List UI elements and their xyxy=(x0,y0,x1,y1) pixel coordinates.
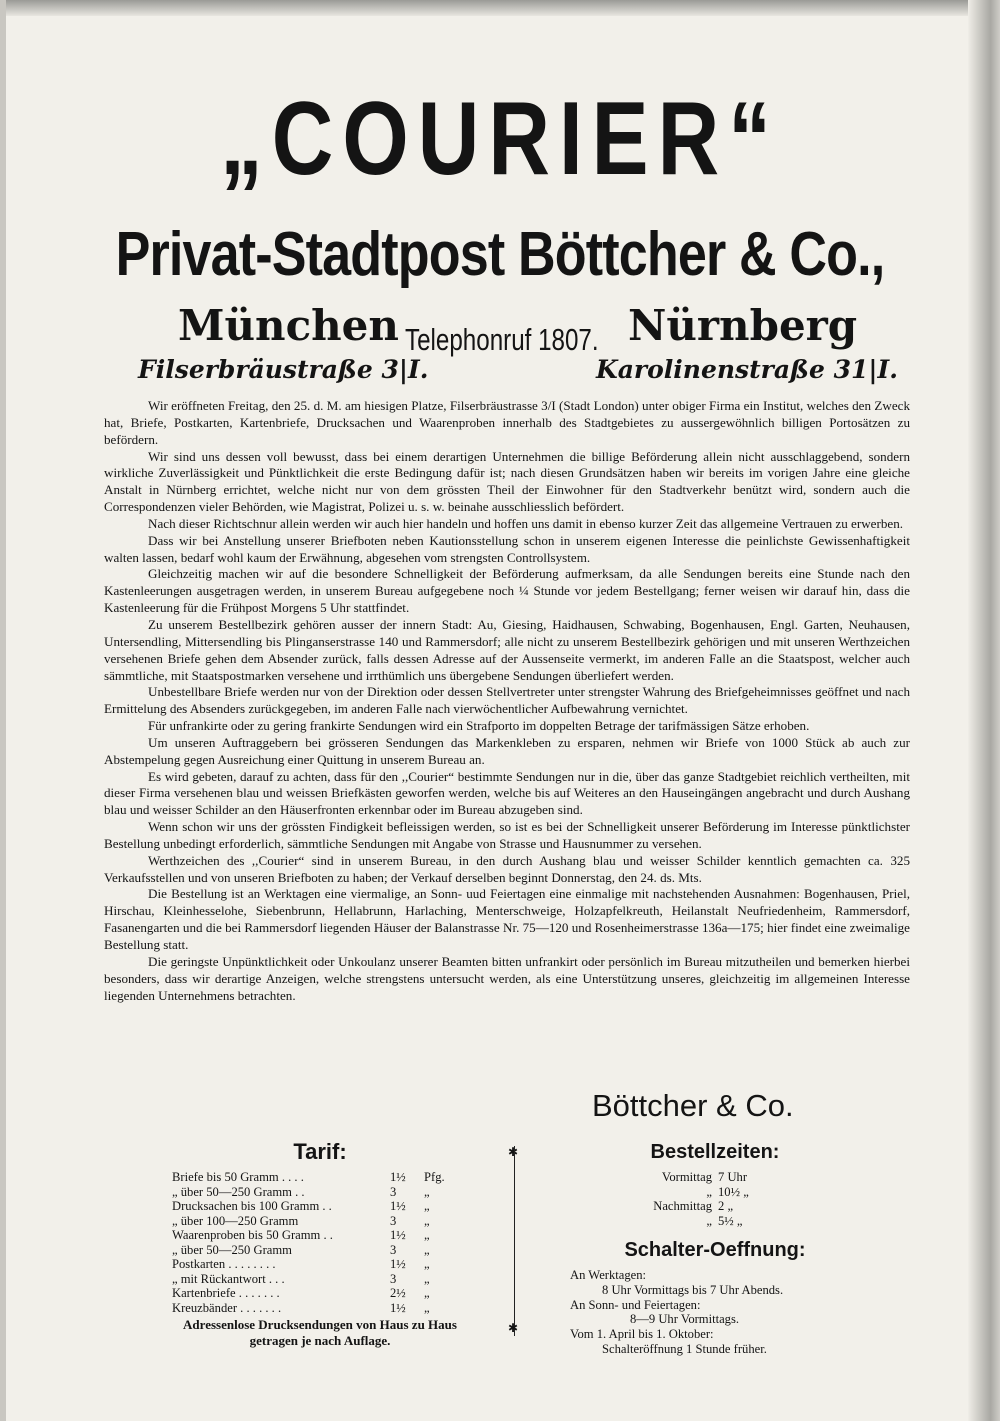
paragraph: Wir sind uns dessen voll bewusst, dass bei einem derartigen Unternehmen die billige Beförderung allein nicht ausschlaggebend, sondern wirkliche Zuverlässigkeit und Pünktlichkeit die erste Bedingung dafür ist; nach diesen Grundsätzen haben wir bereits im vorigen Jahre eine gleiche Anstalt in Nürnberg errichtet, welche nicht nur von dem grössten Theil der Einwohner für den Stadtverkehr benützt wird, sondern auch die Correspondenzen vieler Behörden, wie Magistrat, Polizei u. s. w. beinahe ausschliesslich befördert. xyxy=(104,448,910,515)
delivery-time-label: Vormittag xyxy=(661,1170,712,1184)
table-row xyxy=(172,1199,454,1214)
scan-edge-right xyxy=(968,0,1000,1421)
delivery-time-label: Nachmittag xyxy=(653,1199,712,1213)
tariff-label: Kreuzbänder . . . . . . . xyxy=(172,1300,282,1315)
paragraph: Die Bestellung ist an Werktagen eine viermalige, an Sonn- uud Feiertagen eine einmalige mit nachstehenden Ausnahmen: Bogenhausen, Priel, Hirschau, Kleinhesselohe, Siebenbrunn, Hellabrunn, Harlaching, Menterschweige, Holzapfelkreuth, Heilanstalt Neufriedenheim, Rammersdorf, Fasanengarten und die bei Rammersdorf liegenden Häuser der Balanstrasse Nr. 75—120 und Rosenheimerstrasse 136a—175; hier findet eine zweimalige Bestellung statt. xyxy=(104,886,910,952)
tariff-label: „ über 50—250 Gramm . . xyxy=(172,1184,305,1199)
paragraph: Wir eröffneten Freitag, den 25. d. M. am hiesigen Platze, Filserbräustrasse 3/I (Stadt London) unter obiger Firma ein Institut, welches den Zweck hat, Briefe, Postkarten, Kartenbriefe, Drucksachen und Waarenproben innerhalb des Stadtgebietes zu aussergewöhnlich billigen Portosätzen zu befördern. xyxy=(104,398,910,447)
table-row xyxy=(172,1214,454,1229)
paragraph: Es wird gebeten, darauf zu achten, dass für den ,,Courier“ bestimmte Sendungen nur in die, über das ganze Stadtgebiet reichlich vertheilten, mit dieser Firma versehenen blau und weissen Briefkästen geworfen werden, welche bis auf Weiteres an den Hauseingängen angebracht und durch Aushang blau und weisser Schilder an den Häuserfronten erkennbar oder im Bureau abzugeben sind. xyxy=(104,768,910,818)
tariff-value: 1½ xyxy=(390,1170,406,1184)
delivery-times-table xyxy=(642,1170,758,1228)
delivery-time-value: 5½ „ xyxy=(718,1213,743,1228)
counter-hours-label: An Sonn- und Feiertagen: xyxy=(570,1297,701,1312)
table-row xyxy=(642,1199,758,1214)
paragraph: Gleichzeitig machen wir auf die besondere Schnelligkeit der Beförderung aufmerksam, da alle Sendungen bereits eine Stunde nach den Kastenleerungen ausgetragen werden, in unserem Bureau aufgegebene noch ¼ Stunde vor jedem Bestellgang; ferner weisen wir darauf hin, dass die Kastenleerung für die Frühpost Morgens 5 Uhr stattfindet. xyxy=(104,566,910,616)
tariff-label: „ über 100—250 Gramm xyxy=(172,1213,299,1228)
paragraph: Die geringste Unpünktlichkeit oder Unkoulanz unserer Beamten bitten unfrankirt oder persönlich im Bureau mitzutheilen und bemerken hierbei besonders, dass wir derartige Anzeigen, welche strengstens untersucht werden, als eine Unterstützung unseres, gleichzeitig im allgemeinen Interesse liegenden Unternehmens betrachten. xyxy=(104,953,910,1003)
tariff-unit: Pfg. xyxy=(424,1170,445,1184)
tariff-unit: „ xyxy=(424,1184,430,1199)
table-row xyxy=(172,1170,454,1185)
counter-hours-section xyxy=(570,1238,860,1357)
tariff-unit: „ xyxy=(424,1213,430,1228)
tariff-table xyxy=(172,1170,454,1315)
paragraph: Zu unserem Bestellbezirk gehören ausser der innern Stadt: Au, Giesing, Haidhausen, Schwabing, Bogenhausen, Engl. Garten, Neuhausen, Untersendling, Mittersendling bis Plinganserstrasse 140 und Rammersdorf; alle nicht zu unserem Bestellbezirk gehörigen und mit unseren Werthzeichen versehenen Briefe gehen dem Absender zurück, falls dessen Adresse auf der Aussenseite vermerkt, im anderen Falle an die Staatspost, welcher auch sämmtliche, mit Staatspostmarken versehene und irrthümlich uns übergebene Sendungen überliefert werden. xyxy=(104,616,910,683)
divider-ornament-top: ✱ xyxy=(508,1145,519,1159)
signature: Böttcher & Co. xyxy=(592,1088,794,1123)
paragraph: Um unseren Auftraggebern bei grösseren Sendungen das Markenkleben zu ersparen, nehmen wir Briefe von 1000 Stück ab auch zur Abstempelung gegen Ausreichung einer Quittung in unserem Bureau an. xyxy=(104,734,910,767)
table-row xyxy=(642,1170,758,1185)
tariff-unit: „ xyxy=(424,1286,430,1300)
paragraph: Dass wir bei Anstellung unserer Briefboten neben Kautionsstellung schon in unserem eigenen Interesse die peinlichste Gewissenhaftigkeit walten lassen, bedarf wohl kaum der Erwähnung, abgesehen vom strengsten Controllsystem. xyxy=(104,532,910,565)
table-row xyxy=(642,1214,758,1229)
table-row xyxy=(172,1257,454,1272)
tariff-label: Waarenproben bis 50 Gramm . . xyxy=(172,1228,333,1242)
tariff-unit: „ xyxy=(424,1199,430,1213)
tariff-heading: Tarif: xyxy=(293,1139,347,1164)
tariff-section xyxy=(160,1140,480,1349)
tariff-unit: „ xyxy=(424,1271,430,1286)
tariff-unit: „ xyxy=(424,1228,430,1242)
counter-hours-value: 8—9 Uhr Vormittags. xyxy=(630,1312,740,1327)
table-row xyxy=(172,1272,454,1287)
advert-subtitle: Privat-Stadtpost Böttcher & Co., xyxy=(115,220,885,289)
divider-ornament-bottom: ✱ xyxy=(508,1321,519,1335)
phone-number: Telephonruf 1807. xyxy=(405,322,599,357)
scan-edge-left xyxy=(0,0,6,1421)
tariff-label: Kartenbriefe . . . . . . . xyxy=(172,1286,280,1300)
counter-hours-label: Vom 1. April bis 1. Oktober: xyxy=(570,1327,714,1342)
address-right: Karolinenstraße 31|I. xyxy=(596,355,898,384)
counter-hours-label: An Werktagen: xyxy=(570,1268,647,1282)
paragraph: Unbestellbare Briefe werden nur von der Direktion oder dessen Stellvertreter unter strengster Wahrung des Briefgeheimnisses geöffnet und nach Ermittelung des Absenders zurückgegeben, im anderen Falle nach vierwöchentlicher Aufbewahrung vernichtet. xyxy=(104,684,910,717)
delivery-time-value: 10½ „ xyxy=(718,1184,749,1199)
tariff-unit: „ xyxy=(424,1300,430,1315)
tariff-value: 1½ xyxy=(390,1199,406,1213)
delivery-times-section xyxy=(570,1140,860,1357)
paragraph: Für unfrankirte oder zu gering frankirte Sendungen wird ein Strafporto im doppelten Betrage der tarifmässigen Sätze erhoben. xyxy=(148,718,810,734)
tariff-label: Drucksachen bis 100 Gramm . . xyxy=(172,1199,332,1213)
body-text xyxy=(104,398,910,1004)
tariff-unit: „ xyxy=(424,1242,430,1257)
tariff-value: 1½ xyxy=(390,1300,406,1315)
tariff-label: „ mit Rückantwort . . . xyxy=(172,1271,285,1286)
table-row xyxy=(172,1243,454,1258)
column-divider xyxy=(514,1146,515,1336)
tariff-value: 3 xyxy=(390,1213,397,1228)
tariff-value: 3 xyxy=(390,1242,397,1257)
tariff-unit: „ xyxy=(424,1257,430,1271)
advert-title: „COURIER“ xyxy=(220,81,780,197)
table-row xyxy=(172,1185,454,1200)
city-left: München xyxy=(178,301,399,350)
table-row xyxy=(172,1286,454,1301)
tariff-label: Briefe bis 50 Gramm . . . . xyxy=(172,1170,304,1184)
tariff-value: 1½ xyxy=(390,1257,406,1271)
delivery-time-label: „ xyxy=(706,1213,712,1228)
table-row xyxy=(642,1185,758,1200)
counter-hours-value: 8 Uhr Vormittags bis 7 Uhr Abends. xyxy=(602,1282,784,1297)
paragraph: Werthzeichen des ,,Courier“ sind in unserem Bureau, in den durch Aushang blau und weisser Schilder kenntlich gemachten ca. 325 Verkaufsstellen und von unseren Briefboten zu haben; der Verkauf derselben beginnt Donnerstag, den 24. ds. Mts. xyxy=(104,852,910,885)
scan-edge-top xyxy=(0,0,1000,16)
tariff-note: Adressenlose Drucksendungen von Haus zu Haus getragen je nach Auflage. xyxy=(183,1317,457,1348)
paragraph: Wenn schon wir uns der grössten Findigkeit befleissigen werden, so ist es bei der Schnelligkeit unserer Beförderung im Interesse pünktlichster Bestellung unbedingt erforderlich, sämmtliche Sendungen mit Angabe von Strasse und Hausnummer zu versehen. xyxy=(104,819,910,851)
tariff-value: 3 xyxy=(390,1271,397,1286)
tariff-label: „ über 50—250 Gramm xyxy=(172,1242,292,1257)
delivery-time-label: „ xyxy=(706,1184,712,1199)
tariff-label: Postkarten . . . . . . . . xyxy=(172,1257,276,1271)
delivery-time-value: 7 Uhr xyxy=(718,1170,748,1184)
tariff-value: 3 xyxy=(390,1184,397,1199)
delivery-time-value: 2 „ xyxy=(718,1199,734,1213)
paragraph: Nach dieser Richtschnur allein werden wir auch hier handeln und hoffen uns damit in ebenso kurzer Zeit das allgemeine Vertrauen zu erwerben. xyxy=(148,515,904,531)
delivery-times-heading: Bestellzeiten: xyxy=(650,1141,780,1163)
city-right: Nürnberg xyxy=(628,301,858,350)
table-row xyxy=(172,1228,454,1243)
counter-hours-heading: Schalter-Oeffnung: xyxy=(624,1239,806,1261)
tariff-value: 2½ xyxy=(390,1286,406,1300)
tariff-value: 1½ xyxy=(390,1228,406,1242)
table-row xyxy=(172,1301,454,1316)
counter-hours-value: Schalteröffnung 1 Stunde früher. xyxy=(602,1341,767,1356)
address-left: Filserbräustraße 3|I. xyxy=(138,355,429,384)
